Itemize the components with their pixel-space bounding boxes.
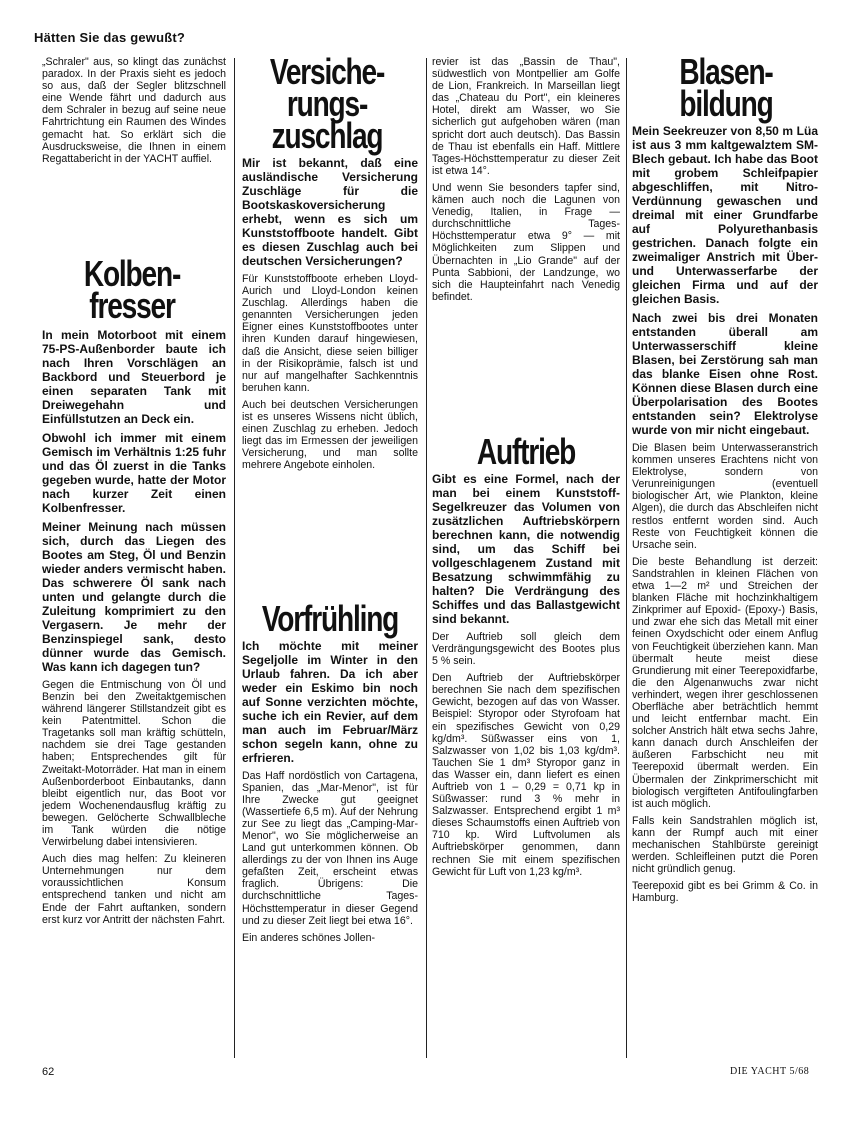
column-1: [42, 56, 226, 931]
answer-paragraph: Falls kein Sandstrahlen möglich ist, kann der Rumpf auch mit einer mechanischen Stahlbürste gereinigt werden. Schleifleinen putzt die Poren nicht gründlich genug.: [632, 814, 818, 876]
question-paragraph: Mir ist bekannt, daß eine ausländische Versicherung Zuschläge für die Bootskaskoversicherung erhebt, wenn es sich um Kunststoffboote handelt. Gibt es diesen Zuschlag auch bei deutschen Versicherungen?: [242, 156, 418, 268]
article-heading-auftrieb: Auftrieb: [476, 430, 576, 472]
answer-paragraph: Den Auftrieb der Auftriebskörper berechnen Sie nach dem spezifischen Gewicht, bezogen auf das von Wasser. Beispiel: Styropor oder Styrofoam hat ein spezifisches Gewicht von 0,29 kg/dm³. Süßwasser eins von 1, Salzwasser von 1,02 bis 1,03 kg/dm³. Tauchen Sie 1 dm³ Styropor ganz in das Wasser ein, dann liefert es einen Auftrieb von 1 – 0,29 = 0,71 kp in Süßwasser: rund 3 % mehr in Salzwasser. Entsprechend ergibt 1 m³ dieses Schaumstoffs einen Auftrieb von 710 kp. Wird Luftvolumen als Auftriebskörper genommen, dann rechnen Sie mit einem spezifischen Gewicht für Luft von 1,23 kg/m³.: [432, 672, 620, 878]
answer-paragraph: Die beste Behandlung ist derzeit: Sandstrahlen in kleinen Flächen von etwa 1—2 m² und Streichen der blanken Fläche mit hochzinkhaltigem Zinkprimer auf Epoxid- (Epoxy-) Basis, und zwar ehe sich das Metall mit einer feinen Oxydschicht oder einem Anflug von Feuchtigkeit überziehen kann. Man übermalt heute meist diese Grundierung mit einer Teerepoxidfarbe, die den Algenanwuchs zwar nicht verhindert, wegen ihrer geschlossenen Oberfläche aber beträchtlich hemmt und leicht entfernbar macht. Ein solcher Anstrich hält etwa sechs Jahre, kann danach durch Anschleifen der äußeren Farbschicht neu mit Teerepoxid übermalt werden. Ein Übermalen der Zinkprimerschicht mit biologisch vergifteten Antifoulingfarben ist auch möglich.: [632, 555, 818, 810]
answer-paragraph: Teerepoxid gibt es bei Grimm & Co. in Hamburg.: [632, 880, 818, 905]
question-paragraph: In mein Motorboot mit einem 75-PS-Außenborder baute ich nach Ihren Vorschlägen an Backbord und Steuerbord je einen separaten Tank mit Dreiwegehahn und Einfüllstutzen an Deck ein.: [42, 327, 226, 426]
answer-paragraph: revier ist das „Bassin de Thau", südwestlich von Montpellier am Golfe de Lion, Frankreich. In Marseillan liegt das „Chateau du Port", ein kleineres Hotel, direkt am Wasser, wo Sie sicherlich gut aufgehoben wären (man spricht dort auch deutsch). Das Bassin de Thau ist ebenfalls ein Haff. Mittlere Tages-Höchsttemperatur zu dieser Zeit ist etwa 14°.: [432, 56, 620, 177]
answer-paragraph: Gegen die Entmischung von Öl und Benzin bei den Zweitaktgemischen während längerer Stillstandzeit gibt es kein Patentmittel. Schon die Tragetanks soll man kräftig schütteln, nachdem sie drei Tage gestanden haben; Entsprechendes gilt für Zweitakt-Motorräder. Hat man in einem Außenborderboot Einbautanks, dann bleibt eigentlich nur, das Boot vor jedem Wochenendausflug kräftig zu bewegen. Gelöcherte Schwallbleche im Tank würden die nötige Verwirbelung dabei intensivieren.: [42, 678, 226, 849]
column-divider: [626, 58, 627, 1058]
answer-paragraph: Das Haff nordöstlich von Cartagena, Spanien, das „Mar-Menor", ist für Ihre Zwecke gut geeignet (Wassertiefe 6,5 m). Auf der Nehrung zur See zu liegt das „Camping-Mar-Menor", wo Sie möglicherweise an Land gut unterkommen können. Ob allerdings zu der von Ihnen ins Auge gefaßten Zeit, erscheint etwas fraglich. Übrigens: Die durchschnittliche Tages-Höchsttemperatur in dieser Gegend und zu dieser Zeit liegt bei etwa 16°.: [242, 769, 418, 927]
column-4: [632, 51, 818, 909]
column-2: [242, 51, 418, 949]
question-paragraph: Meiner Meinung nach müssen sich, durch das Liegen des Bootes am Steg, Öl und Benzin wieder anders vermischt haben. Das schwerere Öl sank nach unten und gelangte durch die Zuleitung komprimiert zu den Vergasern. Je mehr der Benzinspiegel sank, desto dünner wurde das Gemisch. Was kann ich dagegen tun?: [42, 519, 226, 674]
question-paragraph: Gibt es eine Formel, nach der man bei einem Kunststoff-Segelkreuzer das Volumen von zusätzlichen Auftriebskörpern berechnen kann, die notwendig sind, um das Schiff bei vollgeschlagenem Zustand mit Besatzung schwimmfähig zu halten? Die Verdrängung des Schiffes und das Ballastgewicht sind bekannt.: [432, 471, 620, 626]
article-heading-kolbenfresser: Kolben- fresser: [83, 252, 181, 326]
answer-paragraph: Auch dies mag helfen: Zu kleineren Unternehmungen nur dem voraussichtlichen Konsum entsprechend tanken und nicht am Ende der Fahrt auftanken, sondern erst kurz vor Antritt der nächsten Fahrt.: [42, 853, 226, 926]
answer-paragraph: Für Kunststoffboote erheben Lloyd-Aurich und Lloyd-London keinen Zuschlag. Allerdings haben die genannten Versicherungen jeden Eigner eines Kunststoffbootes unter ihren Kunden darauf hingewiesen, daß die Ansicht, diese seien billiger in der Risikoprämie, falsch ist und nur auf mangelhafter Sachkenntnis beruhen kann.: [242, 273, 418, 394]
answer-paragraph: Die Blasen beim Unterwasseranstrich kommen unseres Erachtens nicht von Elektrolyse, sondern von Verunreinigungen (eventuell biologischer Art, wie Plankton, kleine Algen), die durch das Abschleifen nicht restlos entfernt worden sind. Auch Reste von Feuchtigkeit können die Ursache sein.: [632, 442, 818, 551]
column-divider: [234, 58, 235, 1058]
answer-paragraph: Der Auftrieb soll gleich dem Verdrängungsgewicht des Bootes plus 5 % sein.: [432, 630, 620, 668]
page-title: Hätten Sie das gewußt?: [34, 30, 186, 45]
question-paragraph: Mein Seekreuzer von 8,50 m Lüa ist aus 3 mm kaltgewalztem SM-Blech gebaut. Ich habe das Boot mit grobem Schleifpapier abgeschliffen, mit Nitro-Verdünnung gewaschen und dreimal mit einer Grundfarbe auf Polyurethanbasis gestrichen. Danach folgte ein zweimaliger Anstrich mit Über- und Unterwasserfarbe der gleichen Firma und auf der gleichen Basis.: [632, 124, 818, 306]
article-heading-vorfruehling: Vorfrühling: [261, 597, 399, 639]
column-divider: [426, 58, 427, 1058]
answer-paragraph: Ein anderes schönes Jollen-: [242, 931, 376, 944]
answer-paragraph: Auch bei deutschen Versicherungen ist es unseres Wissens nicht üblich, einen Zuschlag zu erheben. Jedoch liegt das im Ermessen der jeweiligen Versicherung, und man sollte mehrere Angebote einholen.: [242, 398, 418, 472]
intro-paragraph: „Schraler" aus, so klingt das zunächst paradox. In der Praxis sieht es jedoch so aus, daß der Segler blitzschnell eine Wende fährt und dadurch aus dem Schraler in bezug auf seine neue Fahrtrichtung ein Raumen des Windes gemacht hat. So erklärt sich die Ausdrucksweise, die Ihnen in einem Regattabericht in der YACHT auffiel.: [42, 56, 226, 165]
page-number: 62: [42, 1066, 55, 1078]
article-heading-blasenbildung: Blasen- bildung: [679, 51, 773, 124]
question-paragraph: Nach zwei bis drei Monaten entstanden überall am Unterwasserschiff kleine Blasen, bei Zerstörung sah man das blanke Eisen ohne Rost. Können diese Blasen durch eine Überpolarisation des Bootes entstanden sein? Elektrolyse wurde von mir nicht eingebaut.: [632, 311, 818, 437]
column-3: [432, 56, 620, 883]
article-heading-versicherungszuschlag: Versiche- rungs- zuschlag: [269, 51, 385, 156]
question-paragraph: Obwohl ich immer mit einem Gemisch im Verhältnis 1:25 fuhr und das Öl zuerst in die Tanks gegeben wurde, hatte der Motor nach kurzer Zeit einen Kolbenfresser.: [42, 430, 226, 515]
answer-paragraph: Und wenn Sie besonders tapfer sind, kämen auch noch die Lagunen von Venedig, Italien, in Frage — durchschnittliche Tages-Höchsttemperatur etwa 9° — mit Möglichkeiten zum Slippen und Übernachten in „Lio Grande" auf der Punta Sabbioni, der Landzunge, wo sich die Haupteinfahrt nach Venedig befindet.: [432, 181, 620, 303]
question-paragraph: Ich möchte mit meiner Segeljolle im Winter in den Urlaub fahren. Da ich aber weder ein Eskimo bin noch auf Sonne verzichten möchte, suche ich ein Revier, auf dem man auch im Februar/März schon segeln kann, ohne zu erfrieren.: [242, 638, 418, 765]
magazine-issue: DIE YACHT 5/68: [730, 1066, 810, 1077]
